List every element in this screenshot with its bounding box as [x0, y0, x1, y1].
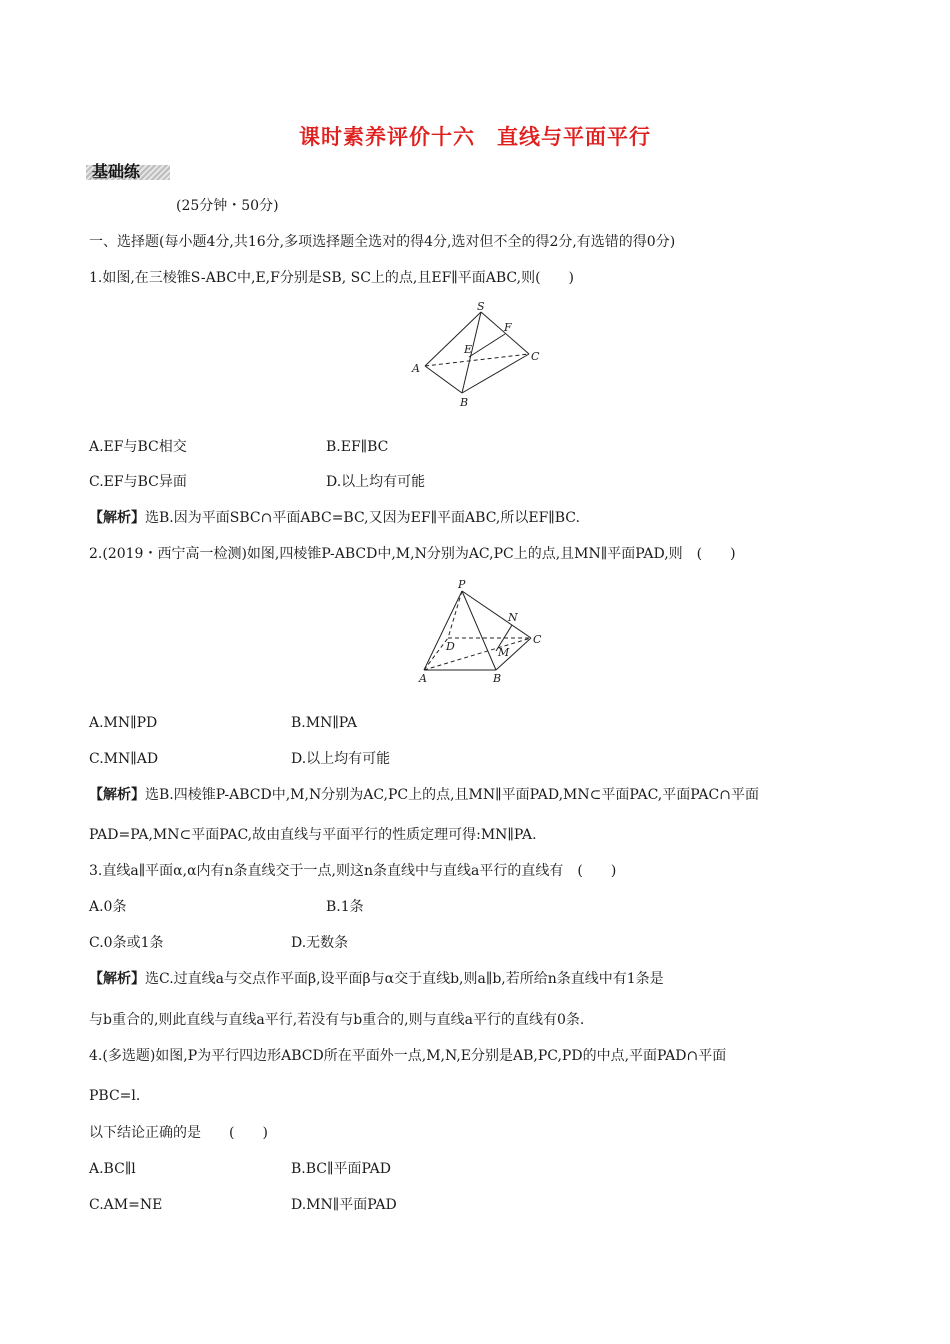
question-1-stem: 1.如图,在三棱锥S-ABC中,E,F分别是SB, SC上的点,且EF∥平面ABC,则( ) — [89, 270, 575, 286]
question-2-option-d: D.以上均有可能 — [291, 751, 391, 767]
question-4-stem-line-1: 4.(多选题)如图,P为平行四边形ABCD所在平面外一点,M,N,E分别是AB,PC,PD的中点,平面PAD∩平面 — [89, 1048, 727, 1064]
question-3-option-b: B.1条 — [326, 899, 364, 915]
figure-2-label: D — [446, 640, 455, 653]
question-1-option-a: A.EF与BC相交 — [89, 439, 187, 455]
question-3-option-a: A.0条 — [89, 899, 127, 915]
figure-1-label: F — [504, 321, 512, 334]
figure-2-label: P — [458, 578, 466, 591]
question-2-analysis-line-2: PAD=PA,MN⊂平面PAC,故由直线与平面平行的性质定理可得:MN∥PA. — [89, 827, 537, 843]
time-info: (25分钟・50分) — [176, 198, 279, 214]
edge-AB — [425, 366, 462, 393]
question-4-stem-line-2: PBC=l. — [89, 1088, 141, 1104]
figure-2-pyramid-diagram — [410, 576, 550, 688]
analysis-text: 选B.因为平面SBC∩平面ABC=BC,又因为EF∥平面ABC,所以EF∥BC. — [145, 510, 580, 526]
edge-PD-hidden — [448, 591, 462, 638]
question-4-option-d: D.MN∥平面PAD — [291, 1197, 397, 1213]
part1-heading: 一、选择题(每小题4分,共16分,多项选择题全选对的得4分,选对但不全的得2分,有选错的得0分) — [89, 234, 676, 250]
question-4-option-c: C.AM=NE — [89, 1197, 163, 1213]
question-3-stem: 3.直线a∥平面α,α内有n条直线交于一点,则这n条直线中与直线a平行的直线有 ( ) — [89, 863, 617, 879]
page-title: 课时素养评价十六 直线与平面平行 — [299, 125, 651, 149]
question-2-option-b: B.MN∥PA — [291, 715, 358, 731]
figure-2-label: N — [508, 611, 518, 624]
figure-1-label: B — [460, 396, 469, 409]
section-tag-label: 基础练 — [92, 162, 141, 181]
question-4-stem-line-3: 以下结论正确的是 ( ) — [89, 1125, 268, 1141]
question-2-option-c: C.MN∥AD — [89, 751, 159, 767]
analysis-text: 选B.四棱锥P-ABCD中,M,N分别为AC,PC上的点,且MN∥平面PAD,MN⊂平面PAC,平面PAC∩平面 — [145, 787, 759, 803]
analysis-label: 【解析】 — [89, 510, 145, 526]
question-3-analysis-line-1 — [89, 970, 664, 988]
edge-AD-hidden — [424, 638, 448, 670]
section-tag — [86, 159, 172, 181]
question-2-stem: 2.(2019・西宁高一检测)如图,四棱锥P-ABCD中,M,N分别为AC,PC上的点,且MN∥平面PAD,则 ( ) — [89, 546, 736, 562]
figure-2-label: A — [419, 672, 427, 685]
question-4-option-b: B.BC∥平面PAD — [291, 1161, 391, 1177]
edge-BC — [462, 354, 529, 393]
edge-AC-hidden — [425, 354, 529, 366]
question-3-option-c: C.0条或1条 — [89, 935, 164, 951]
question-2-option-a: A.MN∥PD — [89, 715, 158, 731]
analysis-label: 【解析】 — [89, 787, 145, 803]
question-4-option-a: A.BC∥l — [89, 1161, 136, 1177]
edge-SA — [425, 312, 481, 366]
figure-2-label: C — [533, 633, 542, 646]
question-3-analysis-line-2: 与b重合的,则此直线与直线a平行,若没有与b重合的,则与直线a平行的直线有0条. — [89, 1012, 585, 1028]
analysis-label: 【解析】 — [89, 971, 145, 987]
diagonal-AC-hidden — [424, 638, 531, 670]
question-1-option-c: C.EF与BC异面 — [89, 474, 187, 490]
figure-2-label: M — [498, 646, 510, 659]
question-3-option-d: D.无数条 — [291, 935, 349, 951]
question-2-analysis-line-1 — [89, 786, 759, 804]
question-1-option-b: B.EF∥BC — [326, 439, 389, 455]
question-1-option-d: D.以上均有可能 — [326, 474, 426, 490]
figure-1-label: C — [531, 350, 540, 363]
question-1-analysis — [89, 509, 580, 527]
figure-1-pyramid-diagram — [405, 298, 545, 410]
figure-1-label: E — [464, 343, 473, 356]
figure-2-label: B — [493, 672, 502, 685]
analysis-text: 选C.过直线a与交点作平面β,设平面β与α交于直线b,则a∥b,若所给n条直线中有1条是 — [145, 971, 664, 987]
segment-EF — [469, 334, 505, 357]
figure-1-label: A — [412, 362, 420, 375]
edge-PA — [424, 591, 462, 670]
figure-1-label: S — [477, 300, 485, 313]
